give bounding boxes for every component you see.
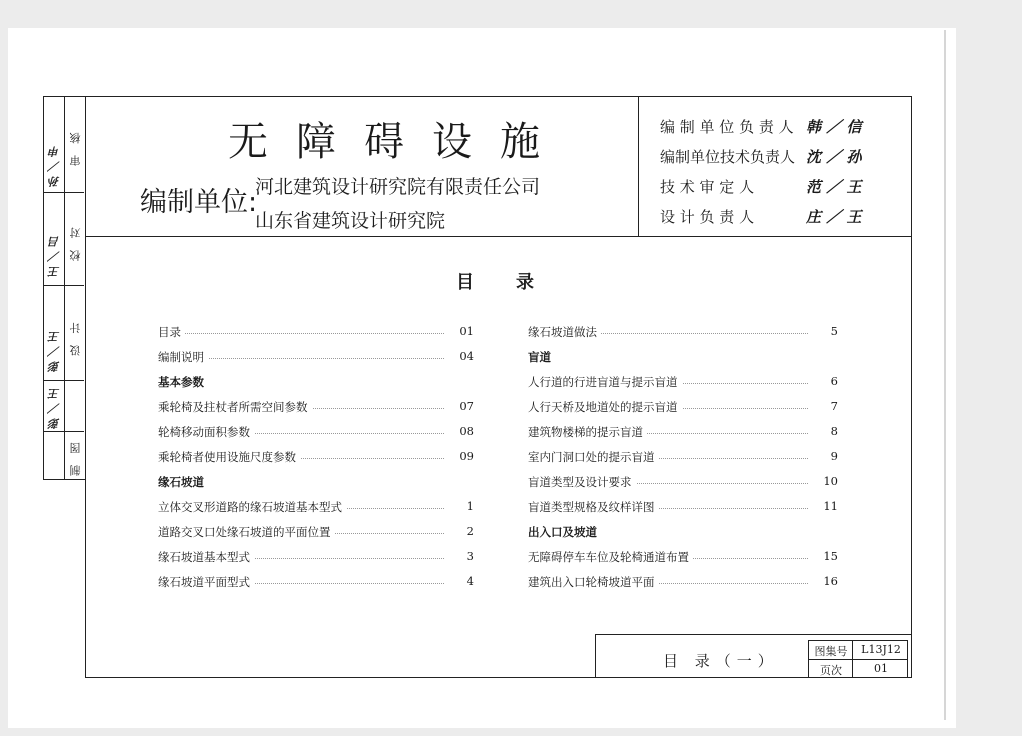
toc-entry-title: 乘轮椅及拄杖者所需空间参数	[158, 399, 312, 415]
resp-signature-2: 沈 ／ 孙	[806, 148, 862, 166]
toc-entry-page: 07	[455, 399, 474, 413]
toc-entry[interactable]	[528, 424, 838, 440]
toc-entry-page: 2	[463, 524, 474, 538]
toc-title: 目录	[456, 272, 576, 293]
page-no-label: 页次	[820, 664, 842, 677]
toc-entry-page: 08	[455, 424, 474, 438]
toc-entry-title: 编制说明	[158, 349, 208, 365]
signature-strip	[43, 96, 85, 480]
toc-entry[interactable]	[158, 449, 474, 465]
toc-entry[interactable]	[158, 524, 474, 540]
header-divider	[85, 236, 912, 237]
role-draft: 制 图	[69, 438, 82, 476]
toc-entry-page: 3	[463, 549, 474, 563]
toc-section-heading: 基本参数	[158, 375, 204, 389]
toc-entry[interactable]	[528, 549, 838, 565]
toc-entry-title: 建筑物楼梯的提示盲道	[528, 424, 647, 440]
toc-entry-page: 5	[827, 324, 838, 338]
toc-entry-title: 轮椅移动面积参数	[158, 424, 254, 440]
sig-checker: 王 ／ 吕	[48, 236, 61, 277]
atlas-no-label: 图集号	[814, 645, 848, 658]
toc-section-heading: 盲道	[528, 350, 551, 364]
toc-leader	[158, 333, 444, 334]
toc-section-heading: 缘石坡道	[158, 475, 204, 489]
toc-entry[interactable]	[528, 574, 838, 590]
atlas-no-value: L13J12	[861, 643, 901, 656]
toc-section-heading: 出入口及坡道	[528, 525, 597, 539]
toc-entry[interactable]	[528, 499, 838, 515]
toc-entry[interactable]	[158, 499, 474, 515]
toc-entry-page: 7	[827, 399, 838, 413]
unit-name-2: 山东省建筑设计研究院	[255, 210, 446, 232]
role-check: 校 对	[69, 223, 82, 261]
toc-entry-title: 建筑出入口轮椅坡道平面	[528, 574, 659, 590]
toc-entry-title: 人行道的行进盲道与提示盲道	[528, 374, 682, 390]
sheet-name: 目 录（一）	[663, 652, 779, 670]
role-review: 审 核	[69, 128, 82, 166]
toc-entry-title: 无障碍停车车位及轮椅通道布置	[528, 549, 693, 565]
toc-entry[interactable]	[528, 449, 838, 465]
sig-reviewer: 孙 ／ 申	[48, 146, 61, 187]
toc-entry[interactable]	[158, 399, 474, 415]
resp-label-1: 编 制 单 位 负 责 人	[660, 118, 794, 136]
toc-entry-title: 人行天桥及地道处的提示盲道	[528, 399, 682, 415]
resp-label-2: 编制单位技术负责人	[660, 148, 796, 166]
toc-entry-page: 9	[827, 449, 838, 463]
toc-entry-title: 道路交叉口处缘石坡道的平面位置	[158, 524, 335, 540]
toc-entry-title: 缘石坡道做法	[528, 324, 601, 340]
toc-entry[interactable]	[158, 424, 474, 440]
resp-signature-4: 庄 ／ 王	[806, 208, 862, 226]
toc-entry[interactable]	[528, 399, 838, 415]
unit-name-1: 河北建筑设计研究院有限责任公司	[255, 176, 541, 198]
toc-entry-page: 10	[819, 474, 838, 488]
toc-entry-title: 目录	[158, 324, 185, 340]
toc-entry[interactable]	[158, 574, 474, 590]
toc-entry-page: 04	[455, 349, 474, 363]
resp-label-3: 技 术 审 定 人	[660, 178, 755, 196]
sig-designer: 彭 ／ 王	[48, 331, 61, 372]
resp-signature-3: 范 ／ 王	[806, 178, 862, 196]
toc-entry[interactable]	[528, 374, 838, 390]
toc-entry-page: 1	[463, 499, 474, 513]
toc-entry-page: 09	[455, 449, 474, 463]
toc-entry-page: 8	[827, 424, 838, 438]
toc-entry-title: 盲道类型及设计要求	[528, 474, 636, 490]
toc-entry-page: 11	[819, 499, 838, 513]
toc-entry-title: 缘石坡道基本型式	[158, 549, 254, 565]
page-no-value: 01	[874, 662, 888, 675]
strip-divider	[64, 97, 65, 479]
toc-entry-title: 立体交叉形道路的缘石坡道基本型式	[158, 499, 346, 515]
sig-drafter: 彭 ／ 王	[48, 388, 61, 429]
toc-entry-page: 16	[819, 574, 838, 588]
toc-entry-page: 6	[827, 374, 838, 388]
toc-entry[interactable]	[158, 549, 474, 565]
atlas-title: 无障碍设施	[228, 119, 568, 165]
resp-signature-1: 韩 ／ 信	[806, 118, 862, 136]
toc-entry-page: 15	[819, 549, 838, 563]
resp-label-4: 设 计 负 责 人	[660, 208, 755, 226]
toc-entry-title: 乘轮椅者使用设施尺度参数	[158, 449, 300, 465]
toc-entry-title: 缘石坡道平面型式	[158, 574, 254, 590]
toc-entry[interactable]	[158, 349, 474, 365]
header-vertical-divider	[638, 96, 639, 236]
toc-entry-page: 01	[455, 324, 474, 338]
toc-entry[interactable]	[158, 324, 474, 340]
toc-entry[interactable]	[528, 474, 838, 490]
scan-edge	[944, 30, 946, 720]
toc-entry-page: 4	[463, 574, 474, 588]
toc-entry-title: 盲道类型规格及纹样详图	[528, 499, 659, 515]
unit-label: 编制单位:	[140, 187, 258, 218]
toc-entry[interactable]	[528, 324, 838, 340]
toc-entry-title: 室内门洞口处的提示盲道	[528, 449, 659, 465]
role-design: 设 计	[69, 318, 82, 356]
